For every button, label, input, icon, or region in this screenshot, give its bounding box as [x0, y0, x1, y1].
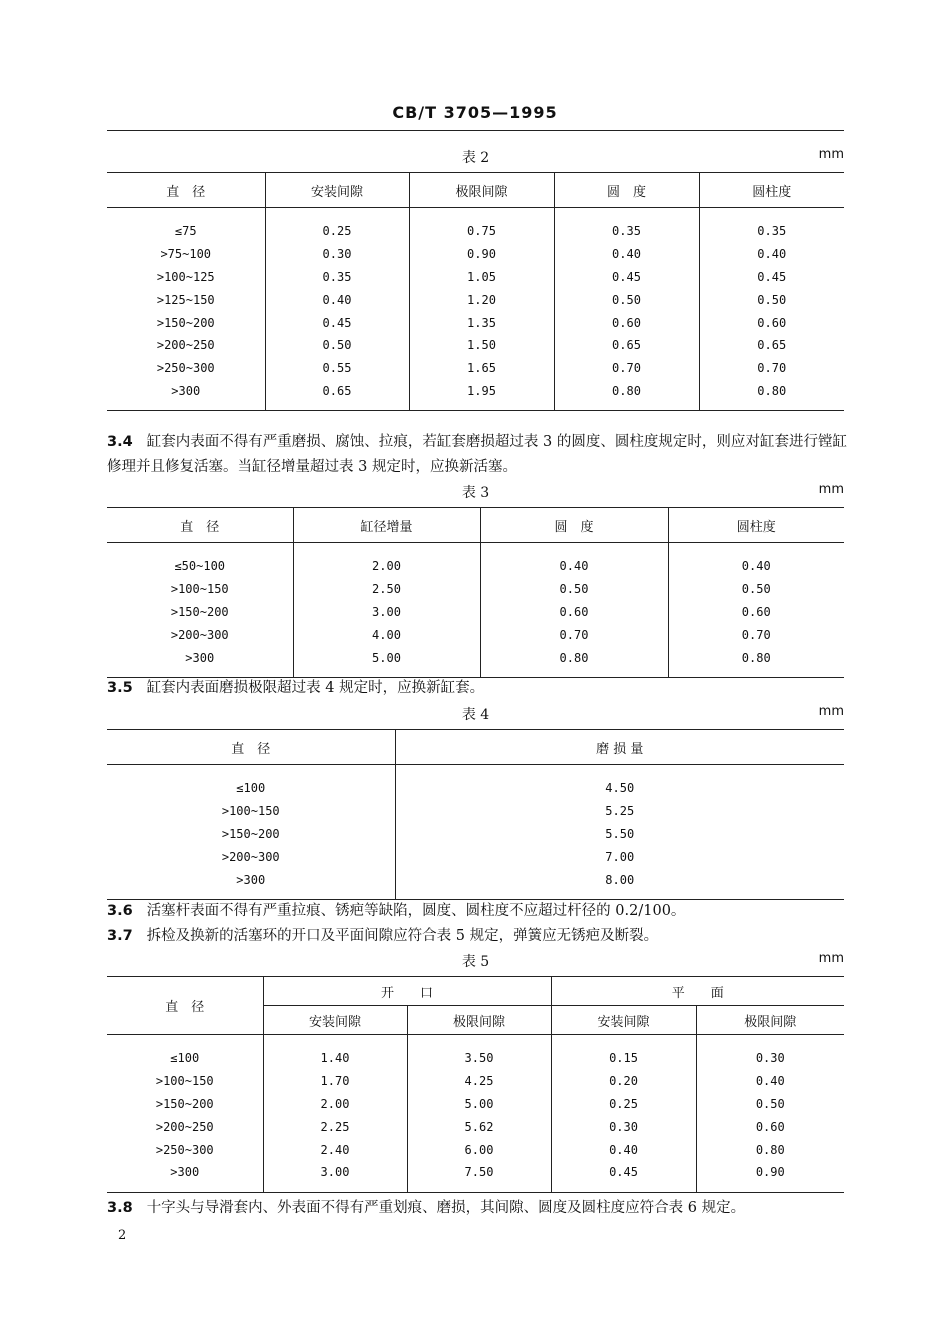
value-cell: 3.50 — [407, 1035, 551, 1070]
value-cell: 0.35 — [554, 208, 699, 243]
value-cell: 0.40 — [551, 1138, 696, 1161]
table-row — [107, 601, 844, 624]
diameter-cell: ≤50~100 — [174, 559, 226, 574]
table-row — [107, 380, 844, 411]
value-cell: 0.60 — [554, 311, 699, 334]
table5-header-opening: 开 口 — [263, 977, 551, 1006]
clause-number: 3.8 — [107, 1200, 133, 1216]
value-cell: 2.40 — [263, 1138, 407, 1161]
value-cell: 0.30 — [696, 1035, 844, 1070]
value-cell: 0.40 — [696, 1070, 844, 1093]
value-cell: 0.55 — [265, 357, 409, 380]
value-cell: 1.95 — [409, 380, 554, 411]
value-cell: 0.25 — [265, 208, 409, 243]
table2-header-cylindricity: 圆柱度 — [699, 173, 844, 208]
value-cell: 0.80 — [554, 380, 699, 411]
value-cell: 0.70 — [554, 357, 699, 380]
header-rule — [107, 130, 844, 131]
table-row — [107, 823, 844, 846]
table4-header-wear: 磨 损 量 — [395, 730, 844, 765]
diameter-cell: >300 — [107, 868, 395, 899]
table-row — [107, 800, 844, 823]
standard-header: CB/T 3705—1995 — [392, 103, 558, 122]
diameter-cell: >200~300 — [170, 627, 229, 642]
table2-header-roundness: 圆 度 — [554, 173, 699, 208]
table-row — [107, 1035, 844, 1070]
value-cell: 0.70 — [480, 623, 668, 646]
table5-header-flat: 平 面 — [551, 977, 844, 1006]
table-row — [107, 578, 844, 601]
value-cell: 2.00 — [263, 1093, 407, 1116]
value-cell: 5.00 — [407, 1093, 551, 1116]
table-row — [107, 334, 844, 357]
table3-header-cylindricity: 圆柱度 — [668, 508, 844, 543]
diameter-cell: >100~125 — [156, 269, 215, 284]
value-cell: 5.25 — [395, 800, 844, 823]
value-cell: 0.90 — [696, 1161, 844, 1192]
table3-header-roundness: 圆 度 — [480, 508, 668, 543]
value-cell: 1.05 — [409, 266, 554, 289]
diameter-cell: >75~100 — [160, 247, 212, 262]
value-cell: 4.25 — [407, 1070, 551, 1093]
table-row — [107, 357, 844, 380]
value-cell: 0.80 — [696, 1138, 844, 1161]
table3-caption: 表 3 — [461, 485, 490, 501]
diameter-cell: ≤75 — [174, 224, 197, 239]
value-cell: 7.00 — [395, 845, 844, 868]
value-cell: 0.80 — [668, 646, 844, 677]
table5-unit: mm — [818, 951, 844, 966]
diameter-cell: >250~300 — [155, 1142, 214, 1157]
table2-header-limit-gap: 极限间隙 — [409, 173, 554, 208]
value-cell: 1.40 — [263, 1035, 407, 1070]
diameter-cell: >300 — [107, 646, 293, 677]
clause-number: 3.5 — [107, 680, 133, 696]
value-cell: 0.65 — [699, 334, 844, 357]
value-cell: 0.20 — [551, 1070, 696, 1093]
value-cell: 1.65 — [409, 357, 554, 380]
value-cell: 0.30 — [265, 243, 409, 266]
value-cell: 0.40 — [668, 543, 844, 578]
table4-caption: 表 4 — [461, 707, 490, 723]
value-cell: 3.00 — [263, 1161, 407, 1192]
value-cell: 0.45 — [551, 1161, 696, 1192]
diameter-cell: >200~250 — [156, 338, 215, 353]
diameter-cell: ≤100 — [236, 781, 266, 796]
value-cell: 0.45 — [699, 266, 844, 289]
table4-unit: mm — [818, 704, 844, 719]
value-cell: 0.25 — [551, 1093, 696, 1116]
value-cell: 0.15 — [551, 1035, 696, 1070]
table2 — [107, 172, 844, 411]
clause-number: 3.7 — [107, 928, 133, 944]
paragraph-3-5 — [107, 676, 847, 701]
value-cell: 5.62 — [407, 1115, 551, 1138]
diameter-cell: >300 — [107, 380, 265, 411]
value-cell: 0.40 — [480, 543, 668, 578]
diameter-cell: >150~200 — [155, 1096, 214, 1111]
table5-caption: 表 5 — [461, 954, 490, 970]
value-cell: 5.00 — [293, 646, 480, 677]
table5-header-open-limit: 极限间隙 — [407, 1006, 551, 1035]
value-cell: 2.50 — [293, 578, 480, 601]
table3 — [107, 507, 844, 678]
paragraph-3-8 — [107, 1196, 847, 1221]
value-cell: 0.60 — [668, 601, 844, 624]
table2-body — [107, 208, 844, 411]
value-cell: 0.50 — [699, 288, 844, 311]
diameter-cell: >100~150 — [155, 1074, 214, 1089]
table-row — [107, 646, 844, 677]
value-cell: 5.50 — [395, 823, 844, 846]
table3-caption-row — [107, 482, 844, 502]
value-cell: 8.00 — [395, 868, 844, 899]
value-cell: 0.40 — [554, 243, 699, 266]
value-cell: 0.35 — [265, 266, 409, 289]
table3-header-diameter: 直 径 — [107, 508, 293, 543]
value-cell: 0.75 — [409, 208, 554, 243]
table2-unit: mm — [818, 147, 844, 162]
table-row — [107, 208, 844, 243]
value-cell: 0.50 — [696, 1093, 844, 1116]
value-cell: 1.20 — [409, 288, 554, 311]
value-cell: 1.70 — [263, 1070, 407, 1093]
value-cell: 0.45 — [265, 311, 409, 334]
value-cell: 0.80 — [699, 380, 844, 411]
diameter-cell: >150~200 — [221, 826, 280, 841]
value-cell: 0.80 — [480, 646, 668, 677]
value-cell: 6.00 — [407, 1138, 551, 1161]
value-cell: 4.00 — [293, 623, 480, 646]
clause-text: 缸套内表面磨损极限超过表 4 规定时，应换新缸套。 — [146, 680, 485, 696]
diameter-cell: >300 — [107, 1161, 263, 1192]
table5-body — [107, 1035, 844, 1193]
value-cell: 0.50 — [265, 334, 409, 357]
table5-caption-row — [107, 951, 844, 971]
paragraph-3-7 — [107, 924, 847, 949]
clause-number: 3.6 — [107, 903, 133, 919]
clause-text: 拆检及换新的活塞环的开口及平面间隙应符合表 5 规定，弹簧应无锈疤及断裂。 — [146, 928, 659, 944]
value-cell: 7.50 — [407, 1161, 551, 1192]
value-cell: 2.00 — [293, 543, 480, 578]
clause-number: 3.4 — [107, 434, 133, 450]
paragraph-3-6 — [107, 899, 847, 924]
value-cell: 0.40 — [265, 288, 409, 311]
table-row — [107, 311, 844, 334]
diameter-cell: >100~150 — [170, 582, 229, 597]
table-row — [107, 868, 844, 899]
table-row — [107, 266, 844, 289]
value-cell: 0.35 — [699, 208, 844, 243]
diameter-cell: >200~300 — [221, 849, 280, 864]
table-row — [107, 288, 844, 311]
value-cell: 0.30 — [551, 1115, 696, 1138]
table5-header-flat-install: 安装间隙 — [551, 1006, 696, 1035]
value-cell: 0.50 — [668, 578, 844, 601]
table3-header-bore-increase: 缸径增量 — [293, 508, 480, 543]
value-cell: 0.70 — [668, 623, 844, 646]
diameter-cell: ≤100 — [170, 1051, 200, 1066]
value-cell: 4.50 — [395, 765, 844, 800]
value-cell: 0.70 — [699, 357, 844, 380]
table-row — [107, 1070, 844, 1093]
clause-text: 活塞杆表面不得有严重拉痕、锈疤等缺陷，圆度、圆柱度不应超过杆径的 0.2/100。 — [146, 903, 686, 919]
table-row — [107, 1138, 844, 1161]
table-row — [107, 623, 844, 646]
value-cell: 3.00 — [293, 601, 480, 624]
value-cell: 0.60 — [696, 1115, 844, 1138]
table-row — [107, 1115, 844, 1138]
table2-header-install-gap: 安装间隙 — [265, 173, 409, 208]
table4-body — [107, 765, 844, 900]
value-cell: 0.60 — [699, 311, 844, 334]
table5-header-open-install: 安装间隙 — [263, 1006, 407, 1035]
table5-header-diameter: 直 径 — [107, 977, 263, 1035]
table3-body — [107, 543, 844, 678]
value-cell: 1.50 — [409, 334, 554, 357]
table-row — [107, 845, 844, 868]
table2-caption: 表 2 — [461, 150, 490, 166]
table-row — [107, 243, 844, 266]
diameter-cell: >150~200 — [170, 604, 229, 619]
value-cell: 0.90 — [409, 243, 554, 266]
value-cell: 0.65 — [554, 334, 699, 357]
table-row — [107, 1093, 844, 1116]
diameter-cell: >200~250 — [155, 1119, 214, 1134]
diameter-cell: >100~150 — [221, 804, 280, 819]
value-cell: 0.65 — [265, 380, 409, 411]
diameter-cell: >150~200 — [156, 315, 215, 330]
table-row — [107, 543, 844, 578]
diameter-cell: >125~150 — [156, 292, 215, 307]
table2-caption-row — [107, 147, 844, 167]
table5-header-flat-limit: 极限间隙 — [696, 1006, 844, 1035]
table3-unit: mm — [818, 482, 844, 497]
table-row — [107, 1161, 844, 1192]
page-number: 2 — [118, 1228, 127, 1243]
table4-caption-row — [107, 704, 844, 724]
table4 — [107, 729, 844, 900]
table5 — [107, 976, 844, 1193]
value-cell: 0.50 — [554, 288, 699, 311]
value-cell: 0.45 — [554, 266, 699, 289]
table2-header-diameter: 直 径 — [107, 173, 265, 208]
value-cell: 2.25 — [263, 1115, 407, 1138]
clause-text: 十字头与导滑套内、外表面不得有严重划痕、磨损，其间隙、圆度及圆柱度应符合表 6 规定。 — [146, 1200, 746, 1216]
value-cell: 0.50 — [480, 578, 668, 601]
value-cell: 1.35 — [409, 311, 554, 334]
value-cell: 0.60 — [480, 601, 668, 624]
table-row — [107, 765, 844, 800]
value-cell: 0.40 — [699, 243, 844, 266]
paragraph-3-4 — [107, 430, 847, 480]
clause-text: 缸套内表面不得有严重磨损、腐蚀、拉痕，若缸套磨损超过表 3 的圆度、圆柱度规定时，则应对缸套进行镗缸修理并且修复活塞。当缸径增量超过表 3 规定时，应换新活塞。 — [107, 434, 847, 475]
table4-header-diameter: 直 径 — [107, 730, 395, 765]
diameter-cell: >250~300 — [156, 361, 215, 376]
